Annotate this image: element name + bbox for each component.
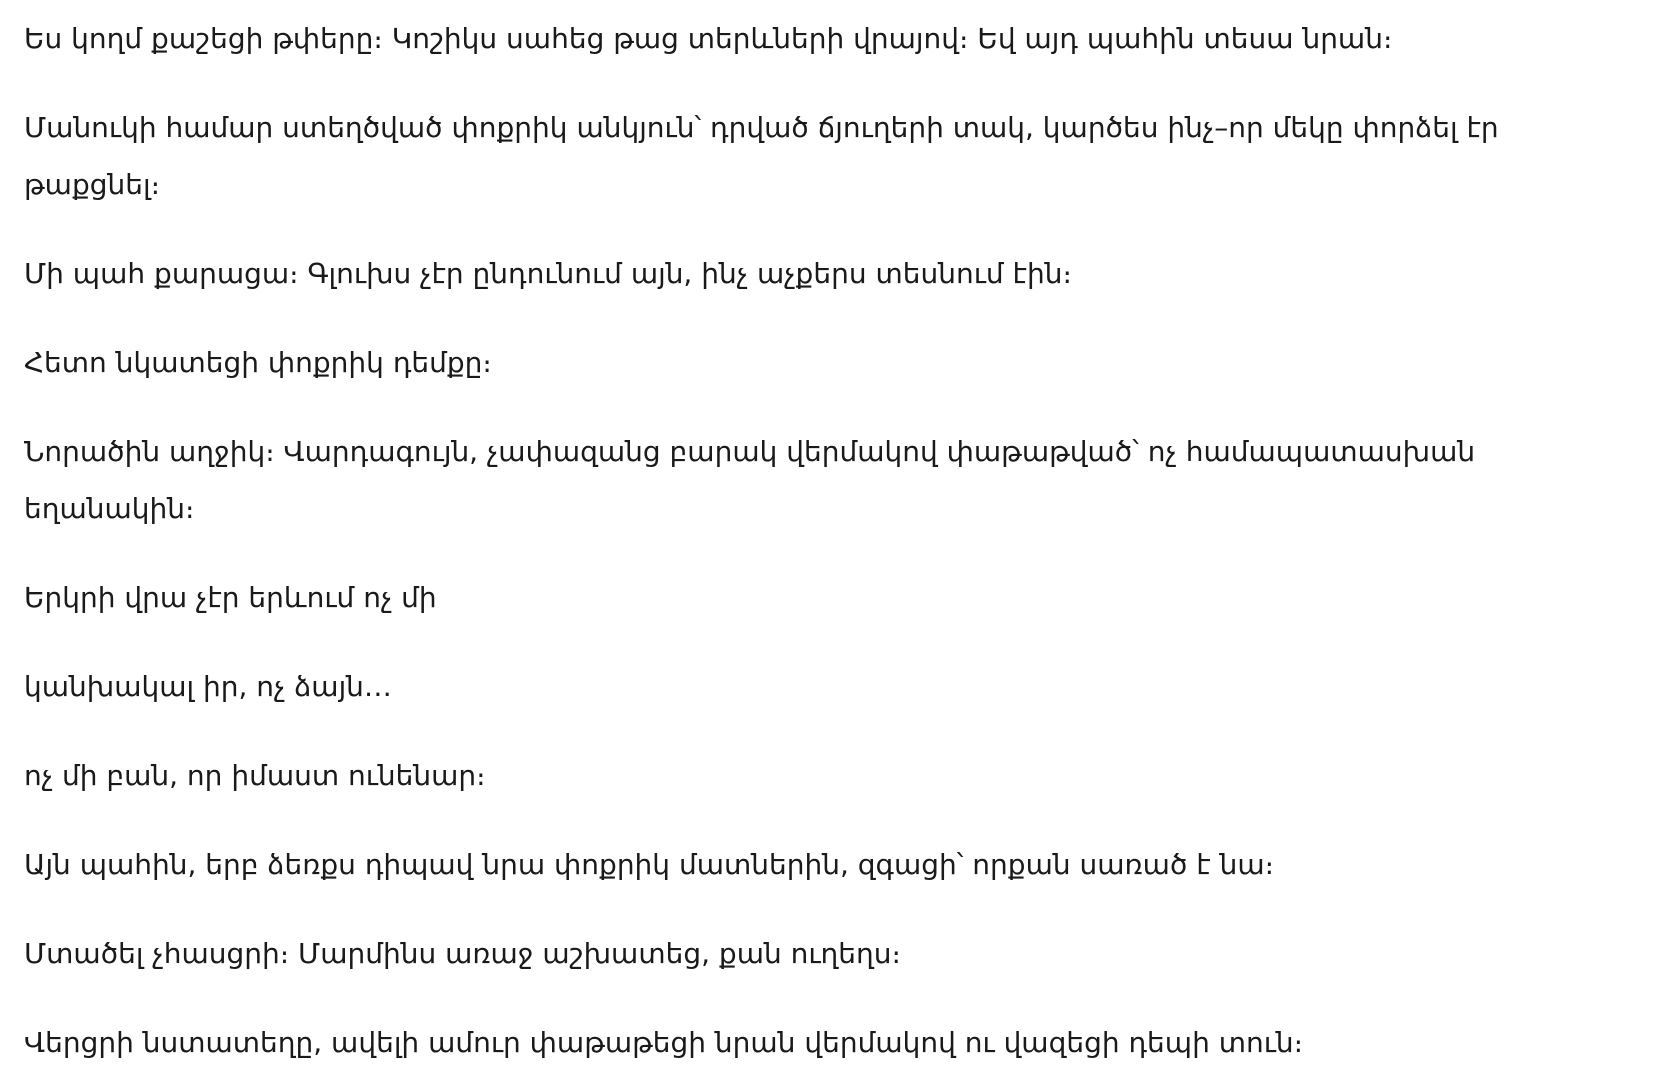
paragraph-4: Հետո նկատեցի փոքրիկ դեմքը։ bbox=[24, 346, 492, 379]
paragraph-10: Մտածել չհասցրի։ Մարմինս առաջ աշխատեց, քան ուղեղս։ bbox=[24, 937, 901, 970]
paragraph-11: Վերցրի նստատեղը, ավելի ամուր փաթաթեցի նրան վերմակով ու վազեցի դեպի տուն։ bbox=[24, 1026, 1304, 1059]
paragraph-7: կանխակալ իր, ոչ ձայն… bbox=[24, 670, 392, 703]
paragraph-9: Այն պահին, երբ ձեռքս դիպավ նրա փոքրիկ մատներին, զգացի՝ որքան սառած է նա։ bbox=[24, 848, 1275, 881]
paragraph-6: Երկրի վրա չէր երևում ոչ մի bbox=[24, 581, 437, 614]
paragraph-2: Մանուկի համար ստեղծված փոքրիկ անկյուն՝ դրված ճյուղերի տակ, կարծես ինչ–որ մեկը փորձել էր թաքցնել։ bbox=[24, 111, 1499, 201]
paragraph-8: ոչ մի բան, որ իմաստ ունենար։ bbox=[24, 759, 486, 792]
paragraph-1: Ես կողմ քաշեցի թփերը։ Կոշիկս սահեց թաց տերևների վրայով։ Եվ այդ պահին տեսա նրան։ bbox=[24, 22, 1393, 55]
paragraph-5: Նորածին աղջիկ։ Վարդագույն, չափազանց բարակ վերմակով փաթաթված՝ ոչ համապատասխան եղանակին։ bbox=[24, 435, 1476, 525]
paragraph-3: Մի պահ քարացա։ Գլուխս չէր ընդունում այն, ինչ աչքերս տեսնում էին։ bbox=[24, 257, 1072, 290]
